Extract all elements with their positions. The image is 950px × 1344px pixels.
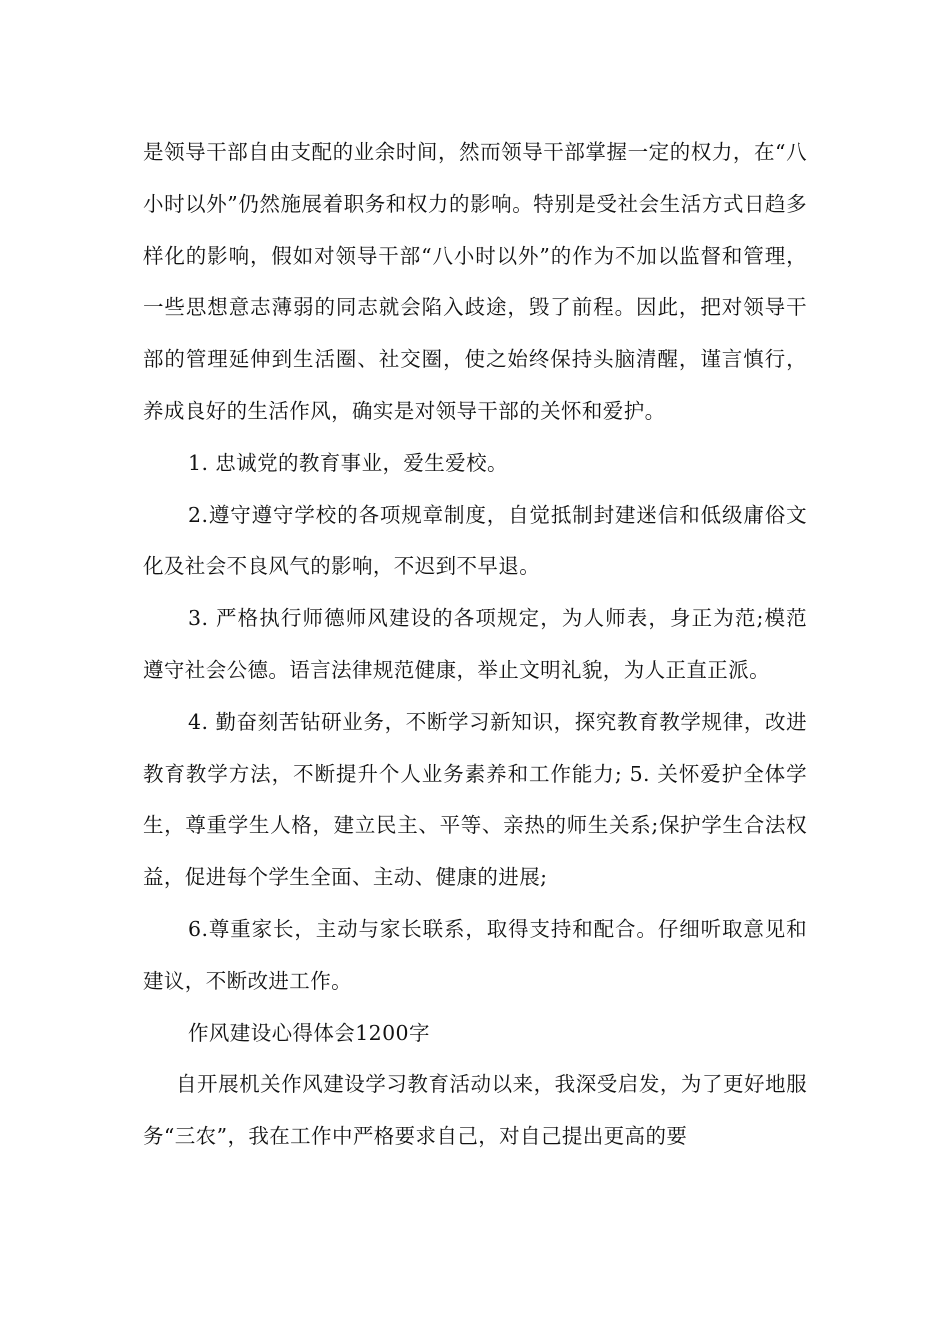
paragraph-item-6: 6.尊重家长，主动与家长联系，取得支持和配合。仔细听取意见和建议，不断改进工作。: [143, 916, 807, 993]
paragraph-item-4-5: 4. 勤奋刻苦钻研业务，不断学习新知识，探究教育教学规律，改进教育教学方法，不断提升个人业务素养和工作能力; 5. 关怀爱护全体学生，尊重学生人格，建立民主、平等、亲热的师生关系;保护学生合法权益，促进每个学生全面、主动、健康的进展;: [143, 709, 807, 890]
paragraph-item-2: 2.遵守遵守学校的各项规章制度，自觉抵制封建迷信和低级庸俗文化及社会不良风气的影响，不迟到不早退。: [143, 502, 807, 579]
paragraph-item-3: 3. 严格执行师德师风建设的各项规定，为人师表，身正为范;模范遵守社会公德。语言法律规范健康，举止文明礼貌，为人正直正派。: [143, 606, 807, 682]
paragraph-item-1: 1. 忠诚党的教育事业，爱生爱校。: [188, 450, 508, 475]
section-heading: 作风建设心得体会1200字: [188, 1020, 430, 1045]
paragraph-section-intro: 自开展机关作风建设学习教育活动以来，我深受启发，为了更好地服务“三农”，我在工作中严格要求自己，对自己提出更高的要: [143, 1072, 807, 1149]
document-body: [143, 127, 807, 1163]
paragraph-intro: 是领导干部自由支配的业余时间，然而领导干部掌握一定的权力，在“八小时以外”仍然施展着职务和权力的影响。特别是受社会生活方式日趋多样化的影响，假如对领导干部“八小时以外”的作为不加以监督和管理，一些思想意志薄弱的同志就会陷入歧途，毁了前程。因此，把对领导干部的管理延伸到生活圈、社交圈，使之始终保持头脑清醒，谨言慎行，养成良好的生活作风，确实是对领导干部的关怀和爱护。: [143, 140, 807, 423]
